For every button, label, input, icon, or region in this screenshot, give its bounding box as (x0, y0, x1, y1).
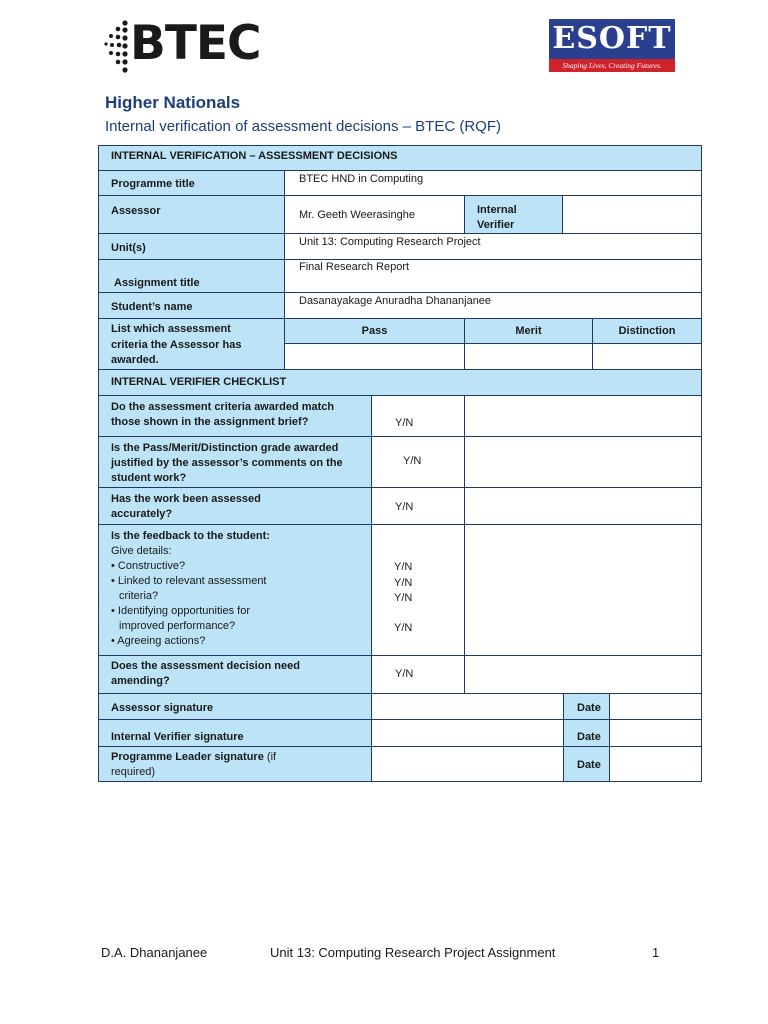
leader-signature-required: required) (111, 766, 156, 778)
footer-page-number: 1 (652, 945, 660, 960)
verifier-signature-label: Internal Verifier signature (98, 719, 372, 747)
criteria-label (98, 318, 285, 370)
esoft-wordmark: ESOFT (552, 21, 672, 56)
programme-label: Programme title (98, 170, 285, 196)
q2-line-1: Is the Pass/Merit/Distinction grade awarded (111, 442, 339, 454)
q4-give-details: Give details: (111, 545, 172, 557)
checklist-question-5 (98, 655, 372, 694)
checklist-question-2 (98, 436, 372, 488)
verifier-signature-field[interactable] (371, 719, 564, 747)
q2-comment[interactable] (464, 436, 702, 488)
section-header (98, 145, 702, 171)
section-title: INTERNAL VERIFICATION – ASSESSMENT DECISIONS (111, 150, 398, 162)
q4-yn-cell (371, 524, 465, 656)
q5-line-1: Does the assessment decision need (111, 660, 300, 672)
internal-verifier-label (464, 195, 563, 234)
footer-unit: Unit 13: Computing Research Project Assignment (270, 945, 556, 960)
q2-line-2: justified by the assessor’s comments on the (111, 457, 343, 469)
student-name-value[interactable]: Dasanayakage Anuradha Dhananjanee (284, 292, 702, 319)
assignment-title-label: Assignment title (98, 259, 285, 293)
btec-wordmark: BTEC (130, 16, 261, 71)
q4-line-1: Is the feedback to the student: (111, 530, 270, 542)
q4-yn-linked[interactable]: Y/N (394, 577, 413, 589)
leader-signature-label (98, 746, 372, 782)
unit-label: Unit(s) (98, 233, 285, 260)
q4-yn-criteria[interactable]: Y/N (394, 592, 413, 604)
page-title: Higher Nationals (105, 93, 241, 112)
q4-bullet-constructive: • Constructive? (111, 560, 186, 572)
assessor-date-field[interactable] (609, 693, 702, 720)
internal-verifier-label-line-2: Verifier (477, 219, 515, 231)
q2-line-3: student work? (111, 472, 187, 484)
q1-comment[interactable] (464, 395, 702, 437)
q4-bullet-linked: • Linked to relevant assessment (111, 575, 267, 587)
q4-bullet-identifying: • Identifying opportunities for (111, 605, 250, 617)
distinction-header: Distinction (592, 318, 702, 344)
assessor-date-label: Date (563, 693, 610, 720)
merit-value[interactable] (464, 343, 593, 370)
checklist-question-3 (98, 487, 372, 525)
verifier-date-label: Date (563, 719, 610, 747)
q1-line-2: those shown in the assignment brief? (111, 416, 309, 428)
q4-yn-identifying[interactable]: Y/N (394, 622, 413, 634)
esoft-tagline: Shaping Lives, Creating Futures. (549, 59, 675, 72)
distinction-value[interactable] (592, 343, 702, 370)
leader-date-field[interactable] (609, 746, 702, 782)
criteria-label-line-1: List which assessment (111, 323, 231, 335)
criteria-label-line-3: awarded. (111, 354, 159, 366)
internal-verifier-label-line-1: Internal (477, 204, 517, 216)
page-subtitle: Internal verification of assessment decisions – BTEC (RQF) (105, 118, 501, 135)
verifier-date-field[interactable] (609, 719, 702, 747)
q4-comment[interactable] (464, 524, 702, 656)
assessor-signature-field[interactable] (371, 693, 564, 720)
merit-header: Merit (464, 318, 593, 344)
q3-comment[interactable] (464, 487, 702, 525)
pass-header: Pass (284, 318, 465, 344)
q5-line-2: amending? (111, 675, 170, 687)
assessor-signature-label: Assessor signature (98, 693, 372, 720)
q5-comment[interactable] (464, 655, 702, 694)
assessor-label: Assessor (98, 195, 285, 234)
q3-line-2: accurately? (111, 508, 173, 520)
student-name-label: Student’s name (98, 292, 285, 319)
leader-date-label: Date (563, 746, 610, 782)
assignment-title-value[interactable]: Final Research Report (284, 259, 702, 293)
criteria-label-line-2: criteria the Assessor has (111, 338, 242, 351)
footer-author: D.A. Dhananjanee (101, 945, 208, 960)
q1-yn[interactable]: Y/N (371, 395, 465, 437)
q5-yn[interactable]: Y/N (371, 655, 465, 694)
leader-signature-if: (if (263, 751, 277, 763)
leader-signature-text: Programme Leader signature (111, 751, 264, 763)
q3-yn[interactable]: Y/N (371, 487, 465, 525)
q2-yn[interactable]: Y/N (371, 436, 465, 488)
checklist-header: INTERNAL VERIFIER CHECKLIST (98, 369, 702, 396)
q4-yn-constructive[interactable]: Y/N (394, 561, 413, 573)
unit-value[interactable]: Unit 13: Computing Research Project (284, 233, 702, 260)
internal-verifier-value[interactable] (562, 195, 702, 234)
programme-value[interactable]: BTEC HND in Computing (284, 170, 702, 196)
assessor-value[interactable]: Mr. Geeth Weerasinghe (284, 195, 465, 234)
q4-bullet-linked-cont: criteria? (119, 590, 159, 602)
q4-bullet-identifying-cont: improved performance? (119, 620, 236, 632)
checklist-question-1 (98, 395, 372, 437)
q4-bullet-agreeing: • Agreeing actions? (111, 635, 206, 647)
pass-value[interactable] (284, 343, 465, 370)
q1-line-1: Do the assessment criteria awarded match (111, 401, 335, 413)
leader-signature-field[interactable] (371, 746, 564, 782)
q3-line-1: Has the work been assessed (111, 493, 261, 505)
checklist-question-4 (98, 524, 372, 656)
